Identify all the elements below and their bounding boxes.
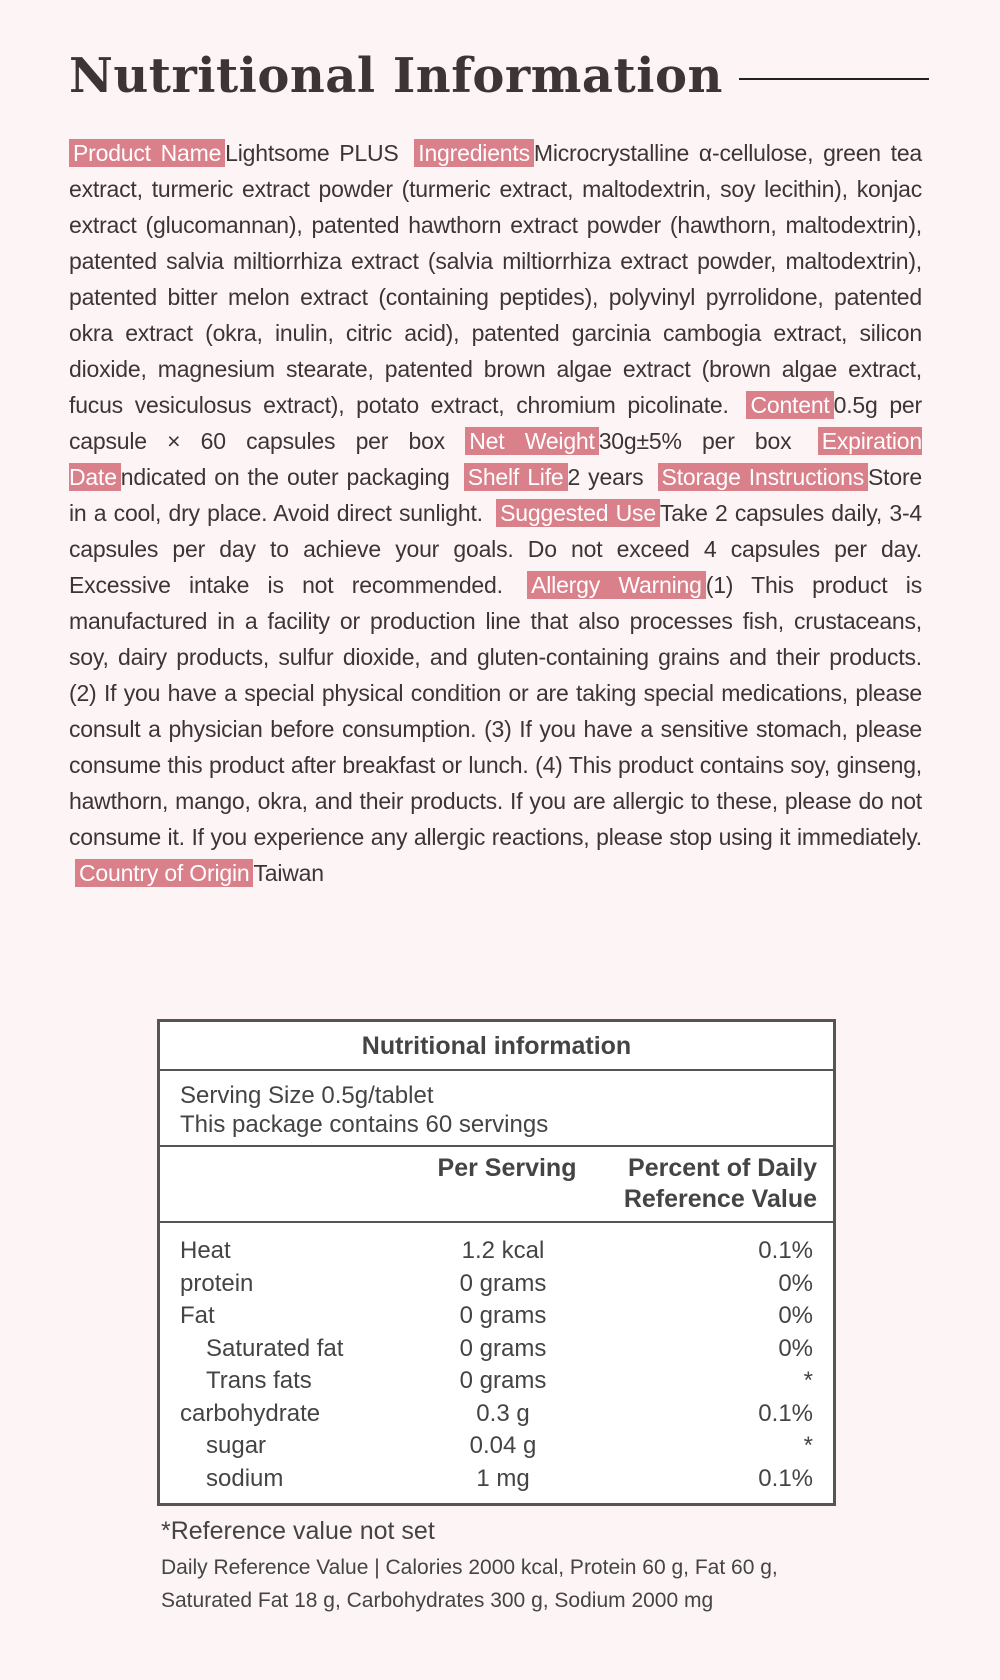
label-allergy-warning: Allergy Warning bbox=[527, 571, 706, 599]
nutrient-percent: 0% bbox=[778, 1269, 813, 1297]
table-row bbox=[180, 1430, 813, 1463]
page-header bbox=[69, 48, 929, 104]
value-ingredients: Microcrystalline α-cellulose, green tea extract, turmeric extract powder (turmeric extract, maltodextrin, soy lecithin), konjac extract (glucomannan), patented hawthorn extract powder (hawthorn, maltodextrin), patented salvia miltiorrhiza extract (salvia miltiorrhiza extract powder, maltodextrin), patented bitter melon extract (containing peptides), polyvinyl pyrrolidone, patented okra extract (okra, inulin, citric acid), patented garcinia cambogia extract, silicon dioxide, magnesium stearate, patented brown algae extract (brown algae extract, fucus vesiculosus extract), potato extract, chromium picolinate. bbox=[69, 140, 923, 418]
servings-per-package: This package contains 60 servings bbox=[180, 1111, 549, 1138]
nutrient-name: Heat bbox=[180, 1237, 231, 1264]
nutrient-percent: * bbox=[803, 1367, 813, 1394]
nutrient-amount: 1.2 kcal bbox=[461, 1237, 545, 1264]
nutrient-percent: 0% bbox=[778, 1302, 813, 1329]
label-net-weight: Net Weight bbox=[465, 427, 598, 455]
col-percent-daily-line1: Percent of Daily bbox=[628, 1154, 817, 1182]
label-storage-instructions: Storage Instructions bbox=[658, 463, 868, 491]
page-title: Nutritional Information bbox=[69, 48, 723, 104]
nutrient-percent: * bbox=[803, 1432, 813, 1459]
nutrient-name: protein bbox=[180, 1269, 254, 1297]
col-percent-daily-line2: Reference Value bbox=[623, 1185, 817, 1213]
value-suggested-use: Take 2 capsules daily, 3-4 capsules per day to achieve your goals. Do not exceed 4 capsules per day. Excessive intake is not recommended. bbox=[69, 500, 922, 598]
value-shelf-life: 2 years bbox=[567, 464, 644, 490]
nutrient-percent: 0.1% bbox=[758, 1399, 813, 1427]
nutrient-name: Saturated fat bbox=[206, 1334, 344, 1362]
value-product-name: Lightsome PLUS bbox=[225, 140, 399, 166]
nutrient-name: carbohydrate bbox=[180, 1399, 321, 1427]
nutrient-name: sodium bbox=[206, 1464, 284, 1492]
value-content: 0.5g per capsule × 60 capsules per box bbox=[69, 392, 922, 454]
product-info-paragraph bbox=[69, 135, 922, 891]
label-content: Content bbox=[746, 391, 833, 419]
table-row bbox=[180, 1235, 813, 1268]
table-row bbox=[180, 1463, 813, 1496]
label-product-name: Product Name bbox=[69, 139, 225, 167]
nutrient-amount: 0 grams bbox=[459, 1269, 547, 1297]
serving-info bbox=[160, 1071, 833, 1147]
nutrient-amount: 0.04 g bbox=[469, 1432, 537, 1459]
label-suggested-use: Suggested Use bbox=[496, 499, 660, 527]
nutrient-name: Fat bbox=[180, 1302, 215, 1329]
table-column-headers bbox=[160, 1147, 833, 1223]
nutrient-percent: 0.1% bbox=[758, 1237, 813, 1264]
table-row bbox=[180, 1398, 813, 1431]
label-country-of-origin: Country of Origin bbox=[75, 859, 253, 887]
nutrition-table bbox=[157, 1019, 836, 1506]
nutrient-amount: 1 mg bbox=[476, 1464, 530, 1492]
table-row bbox=[180, 1365, 813, 1398]
col-percent-daily bbox=[607, 1153, 817, 1215]
value-net-weight: 30g±5% per box bbox=[598, 428, 792, 454]
reference-not-set-note: *Reference value not set bbox=[161, 1517, 435, 1545]
nutrient-amount: 0 grams bbox=[459, 1334, 547, 1362]
table-row bbox=[180, 1300, 813, 1333]
nutrient-name: Trans fats bbox=[206, 1367, 312, 1394]
nutrient-amount: 0 grams bbox=[459, 1367, 547, 1394]
label-shelf-life: Shelf Life bbox=[464, 463, 568, 491]
table-row bbox=[180, 1333, 813, 1366]
nutrient-name: sugar bbox=[206, 1432, 267, 1459]
nutrient-percent: 0% bbox=[778, 1334, 813, 1362]
value-expiration-date: ndicated on the outer packaging bbox=[120, 464, 450, 490]
value-country-of-origin: Taiwan bbox=[253, 860, 324, 886]
title-divider bbox=[739, 78, 929, 80]
table-row bbox=[180, 1268, 813, 1301]
value-allergy-warning: (1) This product is manufactured in a facility or production line that also processes fish, crustaceans, soy, dairy products, sulfur dioxide, and gluten-containing grains and their products. (2) If you have a special physical condition or are taking special medications, please consult a physician before consumption. (3) If you have a sensitive stomach, please consume this product after breakfast or lunch. (4) This product contains soy, ginseng, hawthorn, mango, okra, and their products. If you are allergic to these, please do not consume it. If you experience any allergic reactions, please stop using it immediately. bbox=[69, 572, 922, 850]
nutrient-percent: 0.1% bbox=[758, 1464, 813, 1492]
nutrient-amount: 0.3 g bbox=[476, 1399, 530, 1427]
table-body bbox=[160, 1223, 833, 1503]
daily-reference-note: Daily Reference Value | Calories 2000 kcal, Protein 60 g, Fat 60 g, Saturated Fat 18 g, Carbohydrates 300 g, Sodium 2000 mg bbox=[161, 1556, 778, 1612]
label-ingredients: Ingredients bbox=[414, 139, 534, 167]
nutrition-table-title: Nutritional information bbox=[160, 1022, 833, 1071]
label-expiration-date: Expiration Date bbox=[69, 428, 922, 490]
value-storage-instructions: Store in a cool, dry place. Avoid direct sunlight. bbox=[69, 464, 922, 526]
serving-size: Serving Size 0.5g/tablet bbox=[180, 1082, 434, 1109]
col-per-serving: Per Serving bbox=[437, 1154, 577, 1182]
nutrient-amount: 0 grams bbox=[459, 1302, 547, 1329]
